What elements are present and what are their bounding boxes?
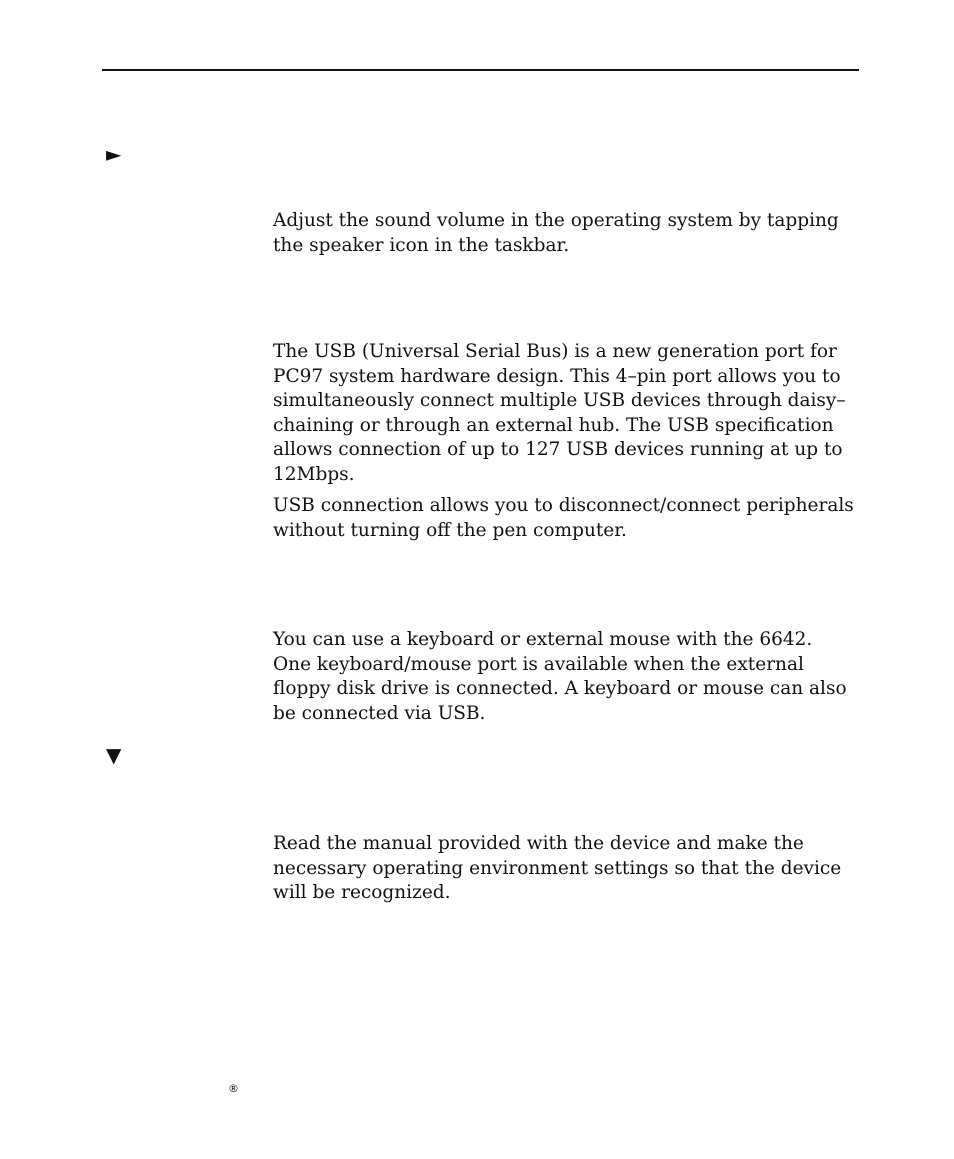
usb-intro-paragraph: The USB (Universal Serial Bus) is a new generation port for PC97 system hardware design. This 4–pin port allows you to simultaneously connect multiple USB devices through daisy– chaining or through an external hub. The USB specification allows connection of up to 127 USB devices running at up to 12Mbps. bbox=[273, 341, 846, 485]
right-arrow-icon: ► bbox=[106, 142, 122, 166]
device-manual-paragraph: Read the manual provided with the device and make the necessary operating environment settings so that the device will be recognized. bbox=[273, 833, 842, 903]
usb-connect-paragraph: USB connection allows you to disconnect/connect peripherals without turning off the pen computer. bbox=[273, 495, 854, 541]
registered-mark: ® bbox=[228, 1082, 239, 1095]
keyboard-mouse-paragraph: You can use a keyboard or external mouse with the 6642. One keyboard/mouse port is available when the external floppy disk drive is connected. A keyboard or mouse can also be connected via USB. bbox=[273, 629, 847, 724]
header-rule bbox=[102, 69, 859, 71]
sound-volume-paragraph: Adjust the sound volume in the operating system by tapping the speaker icon in the taskbar. bbox=[273, 210, 839, 256]
down-arrow-icon: ▼ bbox=[106, 743, 122, 767]
